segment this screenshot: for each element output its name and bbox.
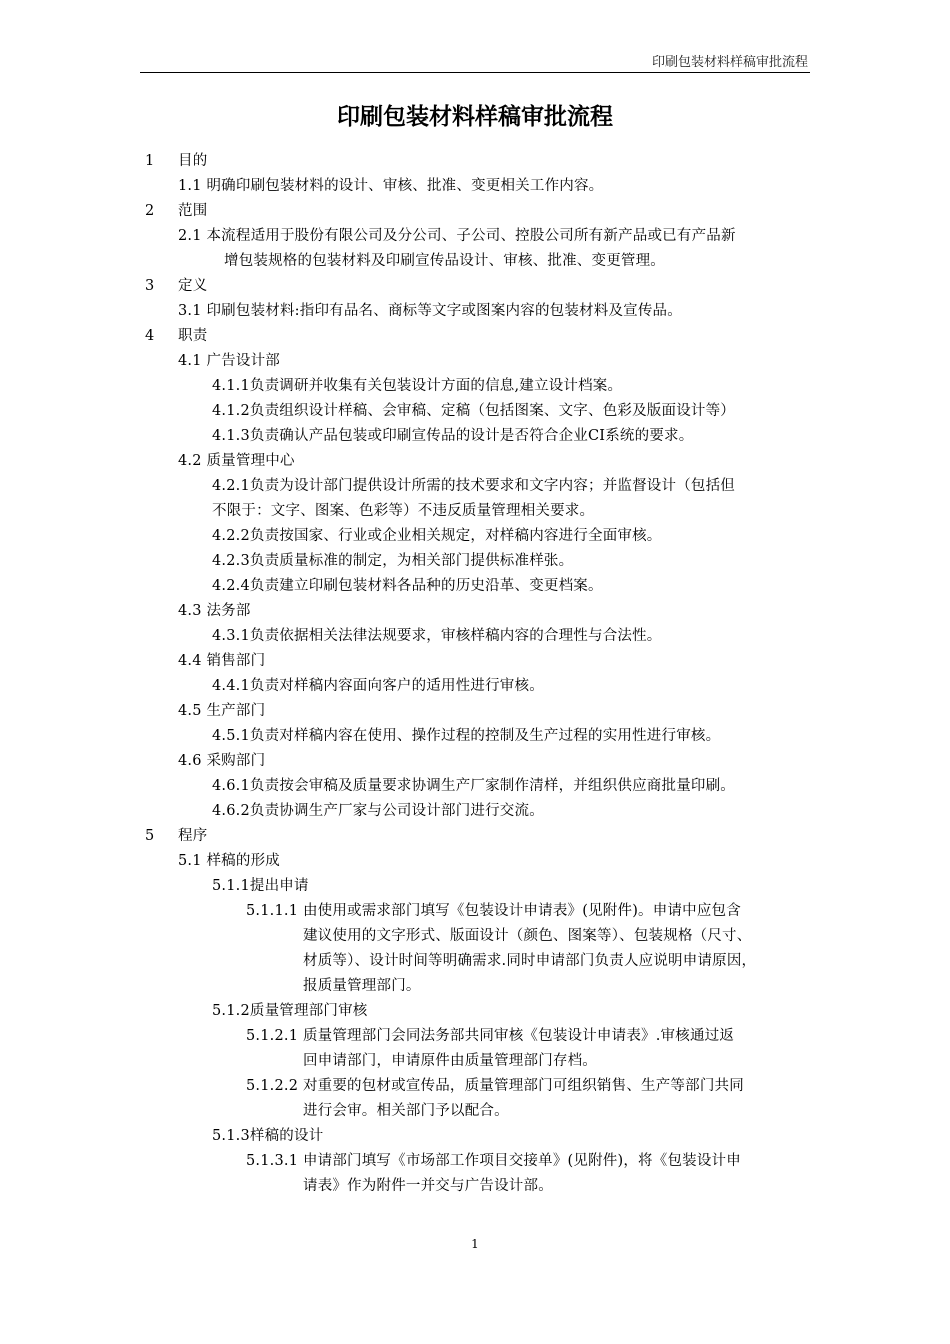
subsection-heading: 4.1 广告设计部: [178, 353, 280, 369]
list-item: 4.1.2负责组织设计样稿、会审稿、定稿（包括图案、文字、色彩及版面设计等）: [212, 403, 735, 419]
section-number: 3: [145, 278, 155, 294]
list-item-continuation: 报质量管理部门。: [303, 978, 421, 994]
list-item: 4.2.1负责为设计部门提供设计所需的技术要求和文字内容；并监督设计（包括但: [212, 478, 735, 494]
section-heading-4: [0, 324, 950, 349]
paragraph: 2.1 本流程适用于股份有限公司及分公司、子公司、控股公司所有新产品或已有产品新: [178, 228, 736, 244]
section-number: 2: [145, 203, 155, 219]
document-body: [0, 149, 950, 1199]
list-item: 4.4.1负责对样稿内容面向客户的适用性进行审核。: [212, 678, 544, 694]
subsection-heading: 4.5 生产部门: [178, 703, 266, 719]
list-item-continuation: 材质等）、设计时间等明确需求.同时申请部门负责人应说明申请原因，: [303, 953, 757, 969]
list-item: 5.1.1.1 由使用或需求部门填写《包装设计申请表》(见附件)。申请中应包含: [246, 903, 741, 919]
section-title: 目的: [178, 153, 208, 169]
paragraph: 3.1 印刷包装材料:指印有品名、商标等文字或图案内容的包装材料及宣传品。: [178, 303, 682, 319]
page-number: 1: [471, 1237, 479, 1251]
list-item: 4.1.3负责确认产品包装或印刷宣传品的设计是否符合企业CI系统的要求。: [212, 428, 694, 444]
list-item: 4.6.1负责按会审稿及质量要求协调生产厂家制作清样，并组织供应商批量印刷。: [212, 778, 735, 794]
list-item: 4.2.2负责按国家、行业或企业相关规定，对样稿内容进行全面审核。: [212, 528, 662, 544]
header-rule: [140, 72, 810, 73]
document-title: 印刷包装材料样稿审批流程: [337, 104, 613, 130]
section-heading-1: [0, 149, 950, 174]
section-number: 4: [145, 328, 155, 344]
sub-subsection-heading: 5.1.3样稿的设计: [212, 1128, 324, 1144]
list-item-continuation: 建议使用的文字形式、版面设计（颜色、图案等）、包装规格（尺寸、: [303, 928, 752, 944]
subsection-heading: 5.1 样稿的形成: [178, 853, 280, 869]
section-title: 职责: [178, 328, 208, 344]
subsection-heading: 4.4 销售部门: [178, 653, 266, 669]
section-title: 范围: [178, 203, 208, 219]
section-title: 程序: [178, 828, 208, 844]
sub-subsection-heading: 5.1.1提出申请: [212, 878, 309, 894]
list-item-continuation: 不限于：文字、图案、色彩等）不违反质量管理相关要求。: [212, 503, 595, 519]
sub-subsection-heading: 5.1.2质量管理部门审核: [212, 1003, 368, 1019]
section-heading-5: [0, 824, 950, 849]
list-item-continuation: 进行会审。相关部门予以配合。: [303, 1103, 509, 1119]
list-item: 4.3.1负责依据相关法律法规要求，审核样稿内容的合理性与合法性。: [212, 628, 662, 644]
subsection-heading: 4.3 法务部: [178, 603, 251, 619]
list-item: 5.1.2.1 质量管理部门会同法务部共同审核《包装设计申请表》.审核通过返: [246, 1028, 735, 1044]
section-number: 1: [145, 153, 155, 169]
list-item: 4.6.2负责协调生产厂家与公司设计部门进行交流。: [212, 803, 544, 819]
list-item-continuation: 请表》作为附件一并交与广告设计部。: [303, 1178, 553, 1194]
list-item: 5.1.3.1 申请部门填写《市场部工作项目交接单》(见附件)，将《包装设计申: [246, 1153, 741, 1169]
list-item: 4.2.4负责建立印刷包装材料各品种的历史沿革、变更档案。: [212, 578, 603, 594]
running-header: 印刷包装材料样稿审批流程: [651, 55, 808, 70]
paragraph: 1.1 明确印刷包装材料的设计、审核、批准、变更相关工作内容。: [178, 178, 604, 194]
list-item: 4.2.3负责质量标准的制定，为相关部门提供标准样张。: [212, 553, 574, 569]
subsection-heading: 4.6 采购部门: [178, 753, 266, 769]
list-item: 5.1.2.2 对重要的包材或宣传品，质量管理部门可组织销售、生产等部门共同: [246, 1078, 744, 1094]
section-heading-3: [0, 274, 950, 299]
section-number: 5: [145, 828, 155, 844]
section-title: 定义: [178, 278, 208, 294]
paragraph-continuation: 增包装规格的包装材料及印刷宣传品设计、审核、批准、变更管理。: [224, 253, 665, 269]
list-item: 4.5.1负责对样稿内容在使用、操作过程的控制及生产过程的实用性进行审核。: [212, 728, 721, 744]
subsection-heading: 4.2 质量管理中心: [178, 453, 295, 469]
list-item: 4.1.1负责调研并收集有关包装设计方面的信息,建立设计档案。: [212, 378, 623, 394]
section-heading-2: [0, 199, 950, 224]
list-item-continuation: 回申请部门，申请原件由质量管理部门存档。: [303, 1053, 597, 1069]
